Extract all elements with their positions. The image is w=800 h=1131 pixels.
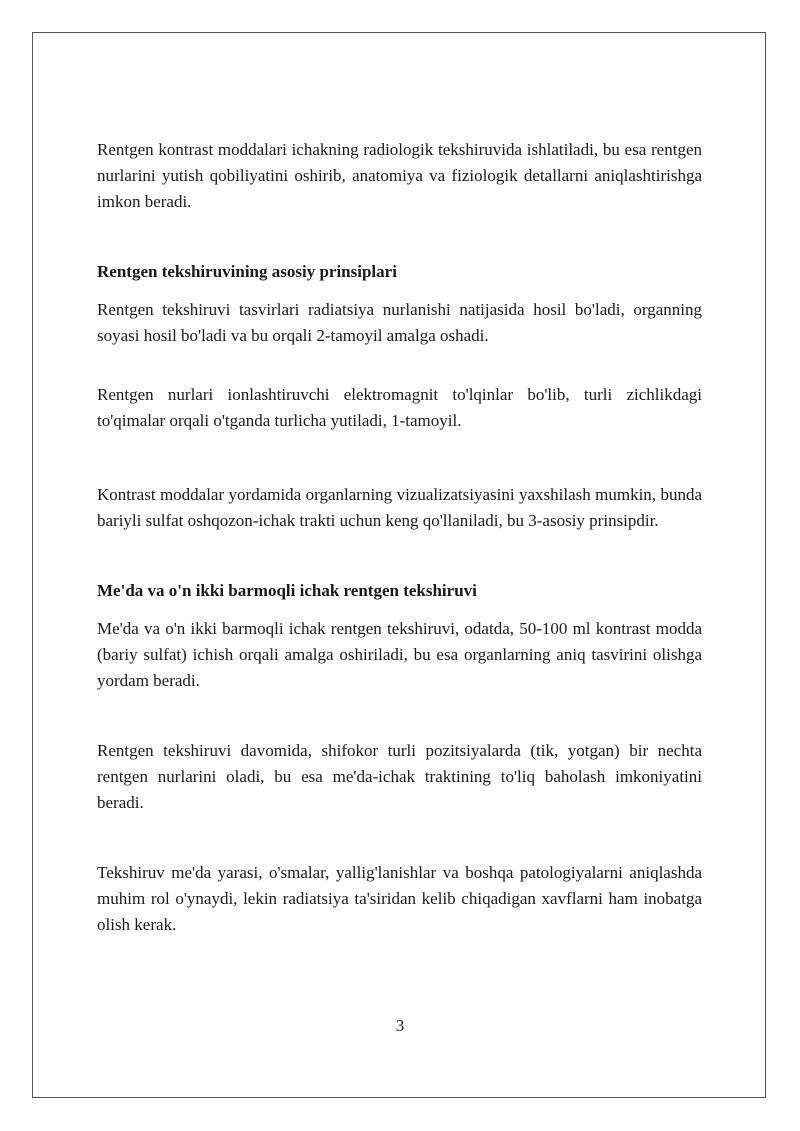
paragraph-exam-diagnosis: Tekshiruv me'da yarasi, o'smalar, yallig'lanishlar va boshqa patologiyalarni aniqlashda muhim rol o'ynaydi, lekin radiatsiya ta'siridan kelib chiqadigan xavflarni ham inobatga olish kerak. — [97, 863, 702, 934]
paragraph-principle-1: Rentgen nurlari ionlashtiruvchi elektromagnit to'lqinlar bo'lib, turli zichlikdagi to'qimalar orqali o'tganda turlicha yutiladi, 1-tamoyil. — [97, 385, 702, 430]
paragraph-exam-contrast: Me'da va o'n ikki barmoqli ichak rentgen tekshiruvi, odatda, 50-100 ml kontrast modda (bariy sulfat) ichish orqali amalga oshiriladi, bu esa organlarning aniq tasvirini olishga yordam beradi. — [97, 619, 702, 690]
page-number: 3 — [395, 1016, 405, 1035]
paragraph-exam-positions: Rentgen tekshiruvi davomida, shifokor turli pozitsiyalarda (tik, yotgan) bir nechta rentgen nurlarini oladi, bu esa me'da-ichak traktining to'liq baholash imkoniyatini beradi. — [97, 741, 702, 812]
paragraph-intro: Rentgen kontrast moddalari ichakning radiologik tekshiruvida ishlatiladi, bu esa rentgen nurlarini yutish qobiliyatini oshirib, anatomiya va fiziologik detallarni aniqlashtirishga imkon beradi. — [97, 140, 702, 211]
paragraph-principle-2: Rentgen tekshiruvi tasvirlari radiatsiya nurlanishi natijasida hosil bo'ladi, organning soyasi hosil bo'ladi va bu orqali 2-tamoyil amalga oshadi. — [97, 300, 702, 345]
paragraph-principle-3: Kontrast moddalar yordamida organlarning vizualizatsiyasini yaxshilash mumkin, bunda bariyli sulfat oshqozon-ichak trakti uchun keng qo'llaniladi, bu 3-asosiy prinsipdir. — [97, 485, 702, 530]
document-body — [97, 137, 702, 938]
section-heading-principles: Rentgen tekshiruvining asosiy prinsiplari — [97, 262, 397, 281]
section-heading-stomach-exam: Me'da va o'n ikki barmoqli ichak rentgen tekshiruvi — [97, 581, 477, 600]
